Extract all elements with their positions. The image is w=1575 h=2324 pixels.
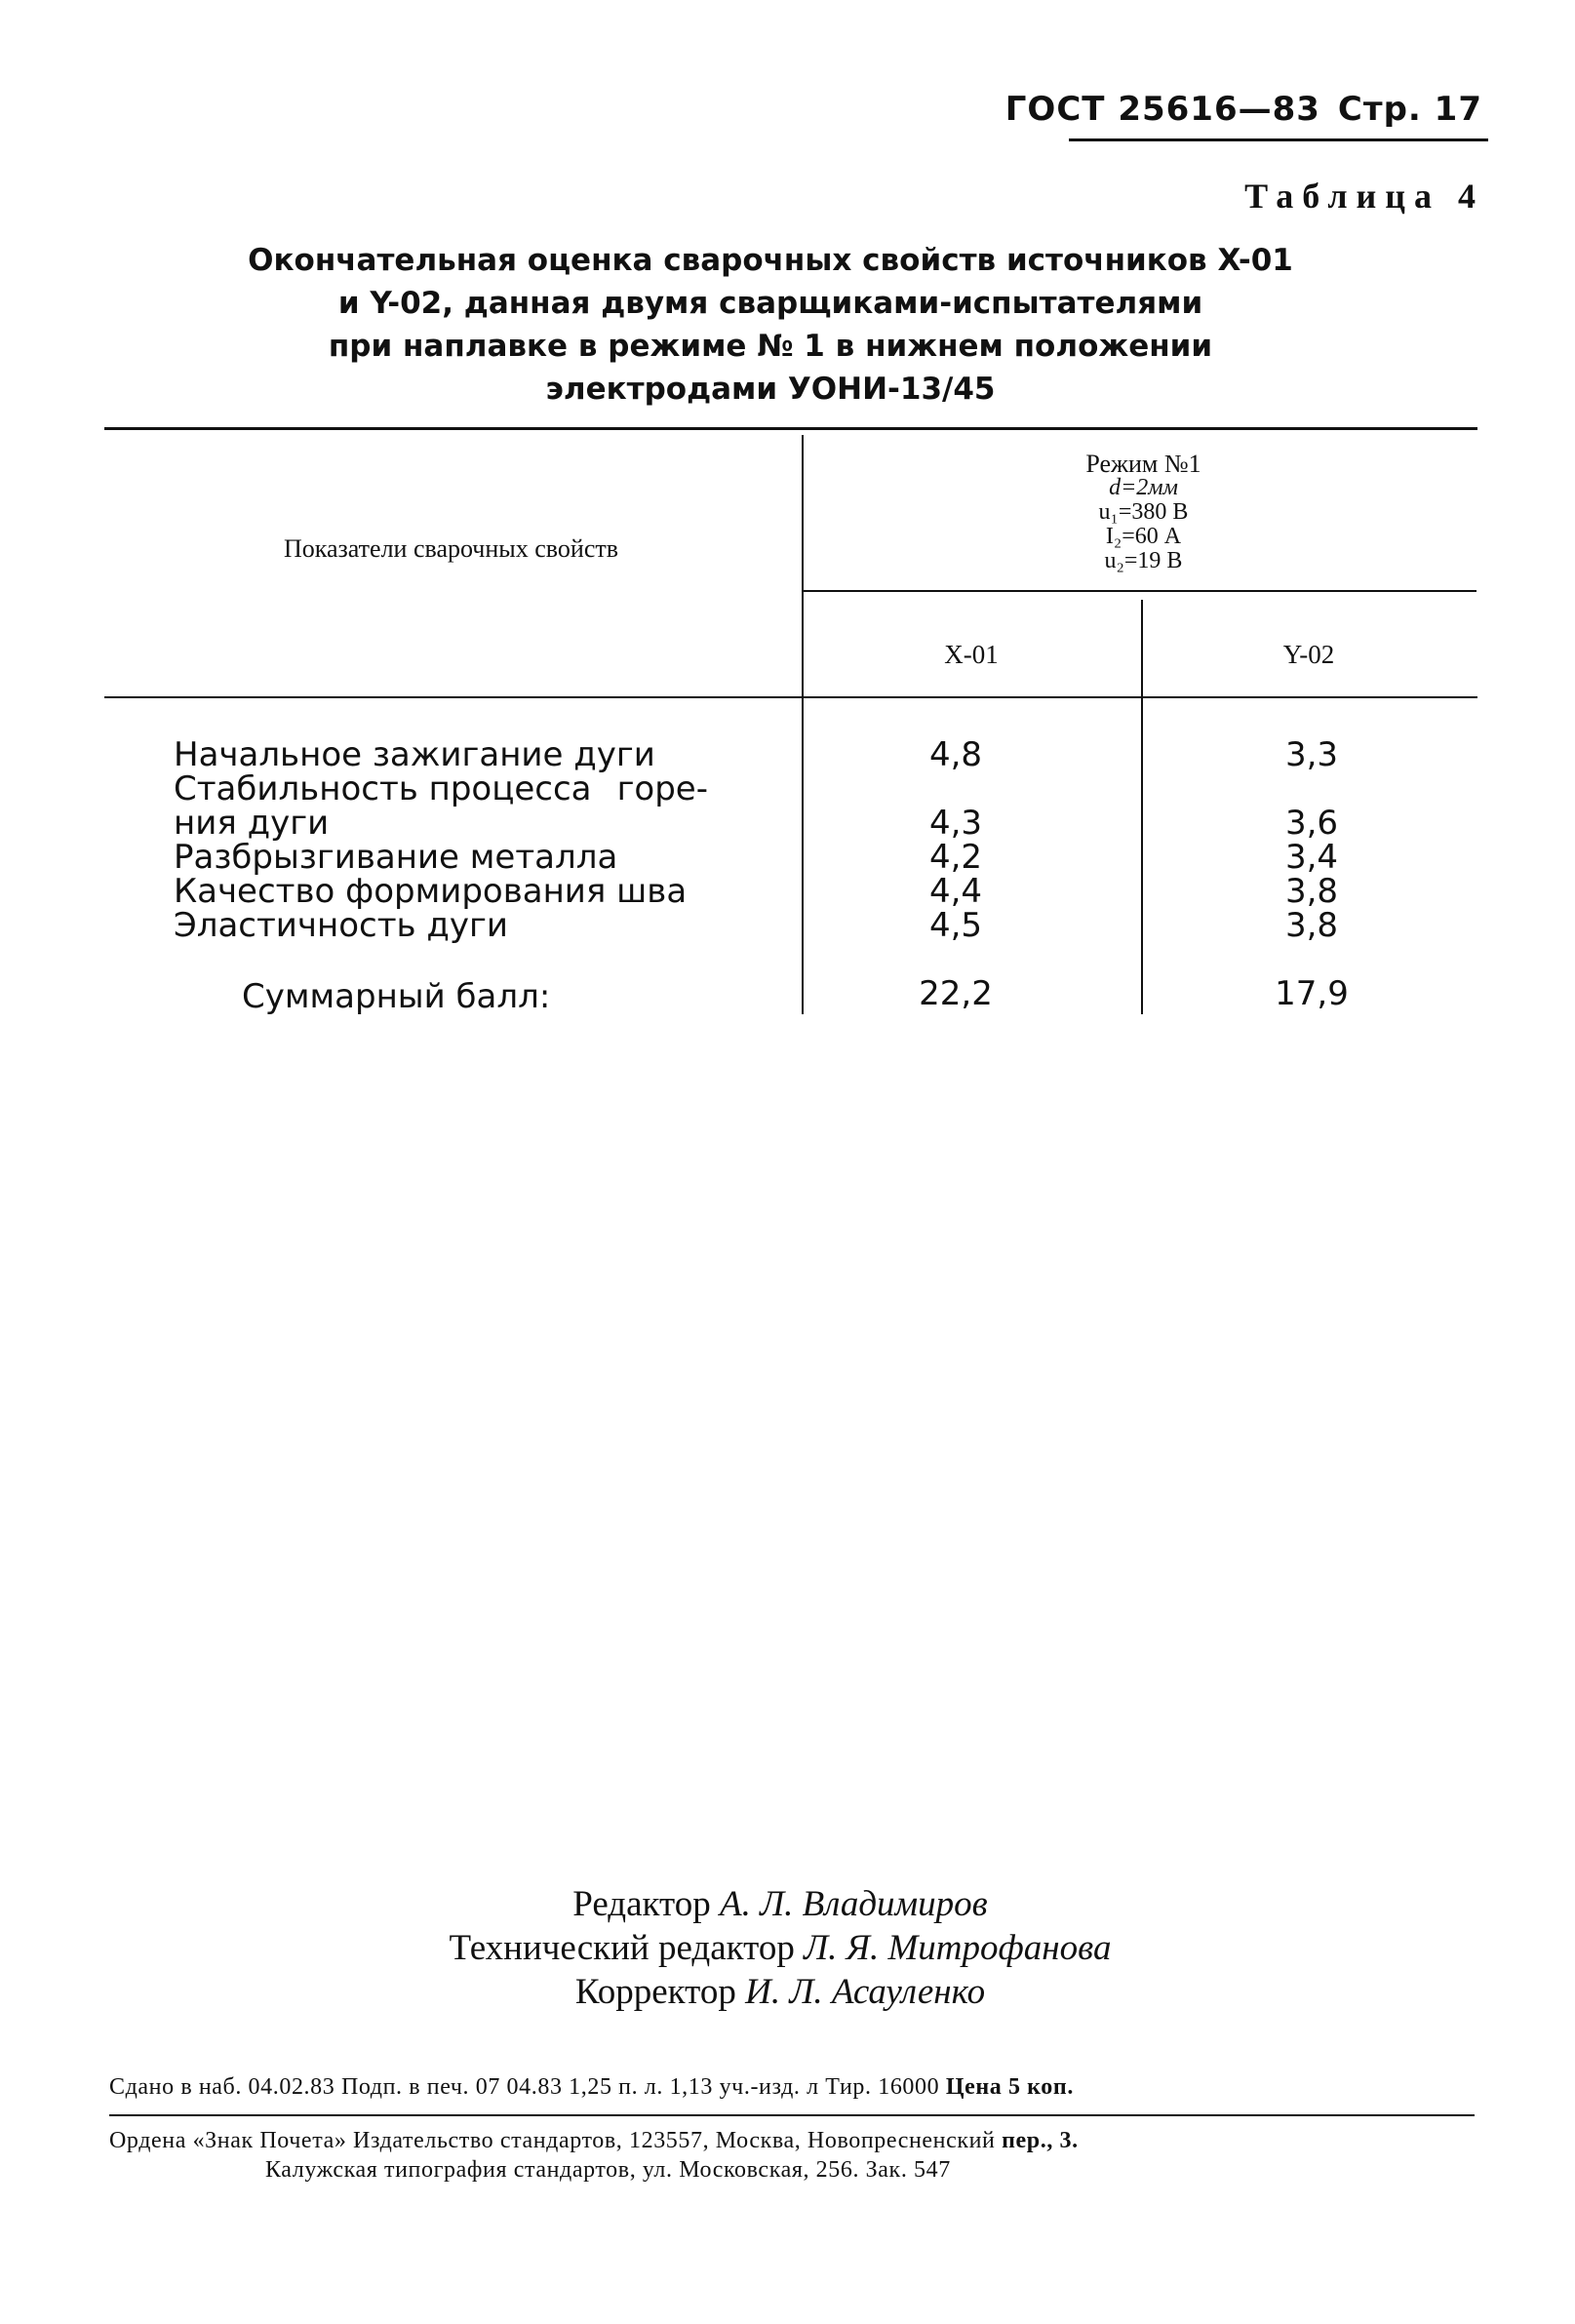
credits [410, 1882, 1151, 2014]
row-label: Эластичность дуги [174, 906, 508, 945]
row-label-part: горе- [616, 769, 708, 808]
credit-tech-editor [410, 1926, 1151, 1970]
page-number: Стр. 17 [1337, 90, 1482, 129]
row-label: Качество формирования шва [174, 872, 688, 911]
total-label: Суммарный балл: [242, 977, 551, 1016]
table-number: Таблица 4 [1244, 177, 1484, 216]
mode-param: u₂=19 В [1104, 548, 1183, 573]
imprint-rule [109, 2114, 1475, 2116]
mode-param: u₁=380 В [1098, 499, 1189, 525]
publisher-address-end: пер., 3. [1002, 2128, 1079, 2153]
cell-y02: 3,3 [1284, 735, 1339, 774]
table-title-line: электродами УОНИ-13/45 [545, 372, 996, 407]
printer-line: Калужская типография стандартов, ул. Московская, 256. Зак. 547 [265, 2157, 951, 2183]
imprint-details [109, 2074, 1475, 2101]
credit-person: Л. Я. Митрофанова [804, 1928, 1112, 1968]
cell-y02: 3,8 [1284, 872, 1339, 911]
credit-role: Редактор [572, 1884, 711, 1924]
credit-person: И. Л. Асауленко [745, 1972, 986, 2012]
table-title-line: и Y-02, данная двумя сварщиками-испытателями [337, 286, 1203, 321]
row-label-part: Стабильность процесса [174, 769, 592, 808]
table-mode-rule [804, 590, 1477, 592]
total-x01: 22,2 [919, 974, 993, 1013]
standard-number: ГОСТ 25616—83 [1004, 90, 1320, 129]
cell-y02: 3,8 [1284, 906, 1339, 945]
table-title-line: при наплавке в режиме № 1 в нижнем положении [328, 329, 1213, 364]
row-label: Начальное зажигание дуги [174, 735, 655, 774]
table-top-rule [104, 427, 1477, 430]
row-label: Разбрызгивание металла [174, 838, 618, 877]
cell-y02: 3,6 [1284, 804, 1339, 843]
credit-role: Корректор [574, 1972, 736, 2012]
price: Цена 5 коп. [945, 2074, 1074, 2100]
total-y02: 17,9 [1275, 974, 1349, 1013]
credit-person: А. Л. Владимиров [719, 1884, 988, 1924]
source-header-x01: X-01 [944, 640, 999, 669]
mode-header [878, 452, 1409, 573]
running-header [1005, 90, 1482, 129]
cell-x01: 4,3 [928, 804, 983, 843]
cell-y02: 3,4 [1284, 838, 1339, 877]
credit-role: Технический редактор [449, 1928, 795, 1968]
cell-x01: 4,5 [928, 906, 983, 945]
publisher-line [109, 2126, 1475, 2155]
column-header-properties: Показатели сварочных свойств [283, 534, 618, 563]
mode-title: Режим №1 [1085, 450, 1201, 478]
table-title-line: Окончательная оценка сварочных свойств источников X-01 [248, 243, 1293, 278]
table-header-rule [104, 696, 1477, 698]
header-rule [1069, 138, 1488, 141]
cell-x01: 4,4 [928, 872, 983, 911]
cell-x01: 4,8 [928, 735, 983, 774]
table-divider-main [802, 435, 804, 1014]
credit-editor [410, 1882, 1151, 1926]
source-header-y02: Y-02 [1282, 640, 1335, 669]
row-label [174, 769, 720, 843]
credit-corrector [410, 1970, 1151, 2014]
mode-param: I₂=60 А [1105, 524, 1182, 549]
imprint-text: Сдано в наб. 04.02.83 Подп. в печ. 07 04.83 1,25 п. л. 1,13 уч.-изд. л Тир. 16000 [109, 2074, 940, 2100]
publisher-address: Ордена «Знак Почета» Издательство стандартов, 123557, Москва, Новопресненский [109, 2128, 996, 2153]
row-label-continuation: ния дуги [174, 804, 330, 843]
mode-param: d=2мм [1109, 475, 1178, 500]
cell-x01: 4,2 [928, 838, 983, 877]
publisher-info [109, 2126, 1475, 2185]
table-title [244, 239, 1297, 411]
